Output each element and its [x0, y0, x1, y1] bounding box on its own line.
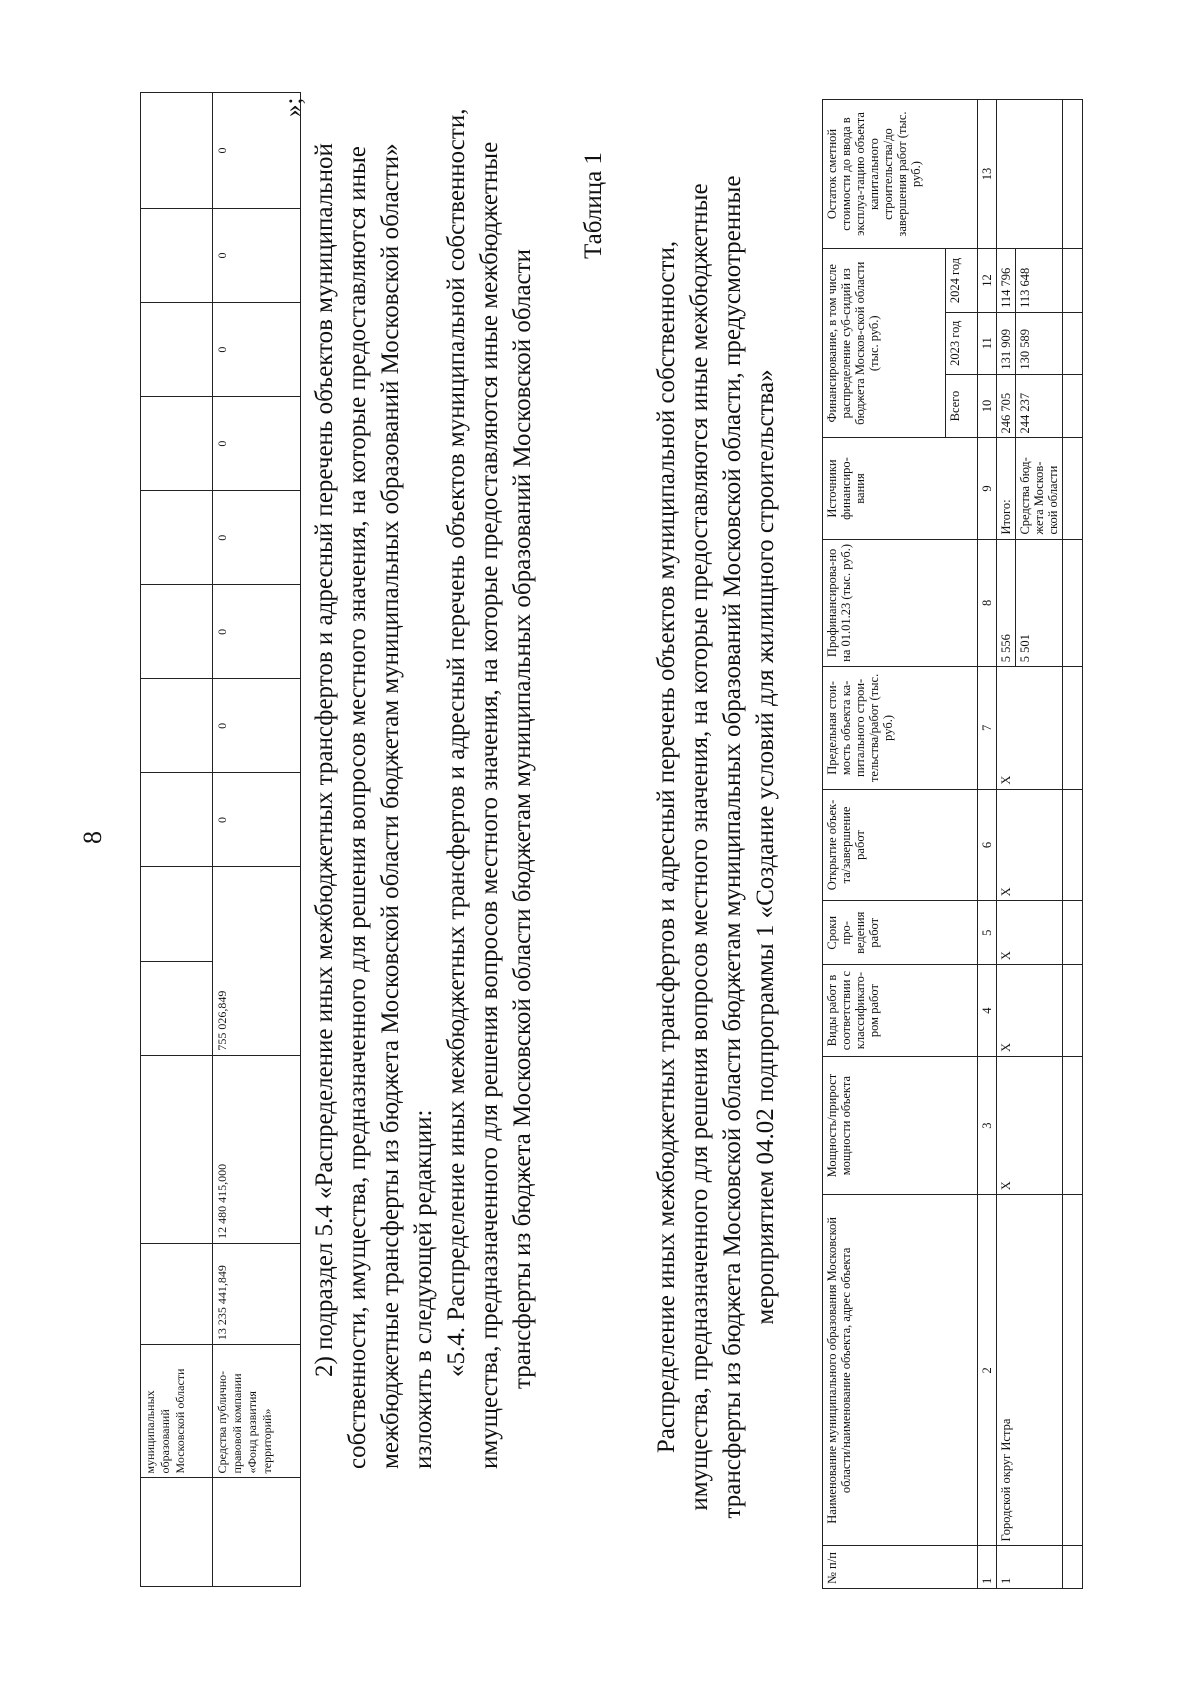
- top-continuation-table: [140, 92, 301, 1587]
- column-number: 4: [978, 965, 997, 1057]
- max-cost-cell: X: [997, 667, 1063, 789]
- column-number: 10: [978, 374, 997, 438]
- column-number: 2: [978, 1195, 997, 1546]
- header-cell: Открытие объек-та/завершение работ: [823, 789, 978, 901]
- source-total: Итого:: [997, 438, 1016, 539]
- finance-2023: 130 589: [1016, 312, 1063, 374]
- column-number: 8: [978, 539, 997, 667]
- work-type-cell: X: [997, 965, 1063, 1057]
- column-number: 11: [978, 312, 997, 374]
- remaining-cost-cell: [997, 100, 1063, 249]
- municipality-name: Городской округ Истра: [997, 1195, 1063, 1546]
- table-label: Таблица 1: [580, 152, 607, 259]
- title-line: Распределение иных межбюджетных трансфертов и адресный перечень объектов муниципальной собственности,: [653, 240, 680, 1454]
- table-empty-row: [1063, 100, 1083, 1589]
- column-number: 5: [978, 901, 997, 965]
- column-number: 9: [978, 438, 997, 539]
- column-number: 6: [978, 789, 997, 901]
- header-cell: № п/п: [823, 1546, 978, 1589]
- top-table-total: 13 235 441,849: [213, 1243, 301, 1344]
- section-heading: [440, 108, 539, 1469]
- capacity-cell: X: [997, 1056, 1063, 1194]
- subheader-cell: 2023 год: [946, 312, 978, 374]
- top-table-zero: 0: [213, 491, 301, 585]
- column-number: 13: [978, 100, 997, 249]
- subheader-cell: Всего: [946, 374, 978, 438]
- table-header-row: [823, 100, 946, 1589]
- header-cell: Финансирование, в том числе распределение суб-сидий из бюджета Москов-ской области (тыс. руб.): [823, 249, 946, 438]
- finance-2023: 131 909: [997, 312, 1016, 374]
- row-number: 1: [997, 1546, 1063, 1589]
- top-table-v1: 12 480 415,000: [213, 1055, 301, 1243]
- top-table-label: муниципальных образований Московской области: [141, 1345, 213, 1478]
- title-line: имущества, предназначенного для решения вопросов местного значения, на которые предоставляются иные межбюджетные: [686, 183, 713, 1511]
- header-cell: Мощность/прирост мощности объекта: [823, 1056, 978, 1194]
- top-table-row: [141, 93, 213, 1587]
- finance-all: 244 237: [1016, 374, 1063, 438]
- top-table-source: Средства публично-правовой компании «Фонд развития территорий»: [213, 1345, 301, 1478]
- column-number: 12: [978, 249, 997, 313]
- financed-budget: 5 501: [1016, 539, 1063, 667]
- finance-2024: 114 796: [997, 249, 1016, 313]
- top-table-zero: 0: [213, 585, 301, 679]
- closing-quote-mark: »;: [280, 97, 307, 117]
- paragraph-line: изложить в следующей редакции:: [410, 1109, 437, 1469]
- header-cell: Наименование муниципального образования Московской области/наименование объекта, адрес объекта: [823, 1195, 978, 1546]
- top-table-zero: 0: [213, 303, 301, 397]
- top-table-zero: 0: [213, 93, 301, 209]
- timing-cell: X: [997, 901, 1063, 965]
- top-table-zero: 0: [213, 773, 301, 867]
- column-number: 7: [978, 667, 997, 789]
- column-number-row: [978, 100, 997, 1589]
- column-number: 1: [978, 1546, 997, 1589]
- financed-total: 5 556: [997, 539, 1016, 667]
- top-table-zero: 0: [213, 397, 301, 491]
- header-cell: Виды работ в соответствии с классификато-ром работ: [823, 965, 978, 1057]
- source-budget: Средства бюд-жета Москов-ской области: [1016, 438, 1063, 539]
- header-cell: Предельная стои-мость объекта ка-питального строи-тельства/работ (тыс. руб.): [823, 667, 978, 789]
- allocation-table: [822, 99, 1083, 1589]
- paragraph-line: собственности, имущества, предназначенного для решения вопросов местного значения, на которые предоставляются иные: [344, 146, 371, 1469]
- opening-cell: X: [997, 789, 1063, 901]
- heading-line: «5.4. Распределение иных межбюджетных трансфертов и адресный перечень объектов муниципальной собственности,: [443, 108, 470, 1377]
- paragraph-line: межбюджетные трансферты из бюджета Московской области бюджетам муниципальных образований Московской области»: [377, 143, 404, 1469]
- paragraph-line: 2) подраздел 5.4 «Распределение иных межбюджетных трансфертов и адресный перечень объектов муниципальной: [311, 143, 338, 1377]
- top-table-zero: 0: [213, 679, 301, 773]
- header-cell: Остаток сметной стоимости до ввода в эксплуа-тацию объекта капитального строительства/до завершения работ (тыс. руб.): [823, 100, 978, 249]
- header-cell: Профинансирова-но на 01.01.23 (тыс. руб.): [823, 539, 978, 667]
- amendment-paragraph: [308, 143, 440, 1469]
- top-table-row: [213, 93, 301, 1587]
- table-row: [997, 100, 1016, 1589]
- heading-line: трансферты из бюджета Московской области бюджетам муниципальных образований Московской области: [509, 249, 536, 1389]
- subheader-cell: 2024 год: [946, 249, 978, 313]
- title-line: мероприятием 04.02 подпрограммы 1 «Создание условий для жилищного строительства»: [752, 369, 779, 1325]
- header-cell: Источники финансиро-вания: [823, 438, 978, 539]
- finance-all: 246 705: [997, 374, 1016, 438]
- finance-2024: 113 648: [1016, 249, 1063, 313]
- table-title: [650, 147, 782, 1547]
- top-table-v2: 755 026,849: [213, 867, 301, 1055]
- title-line: трансферты из бюджета Московской области бюджетам муниципальных образований Московской области, предусмотренные: [719, 175, 746, 1519]
- header-cell: Сроки про-ведения работ: [823, 901, 978, 965]
- top-table-zero: 0: [213, 208, 301, 302]
- column-number: 3: [978, 1056, 997, 1194]
- page-number: 8: [78, 831, 107, 844]
- heading-line: имущества, предназначенного для решения вопросов местного значения, на которые предоставляются иные межбюджетные: [476, 141, 503, 1469]
